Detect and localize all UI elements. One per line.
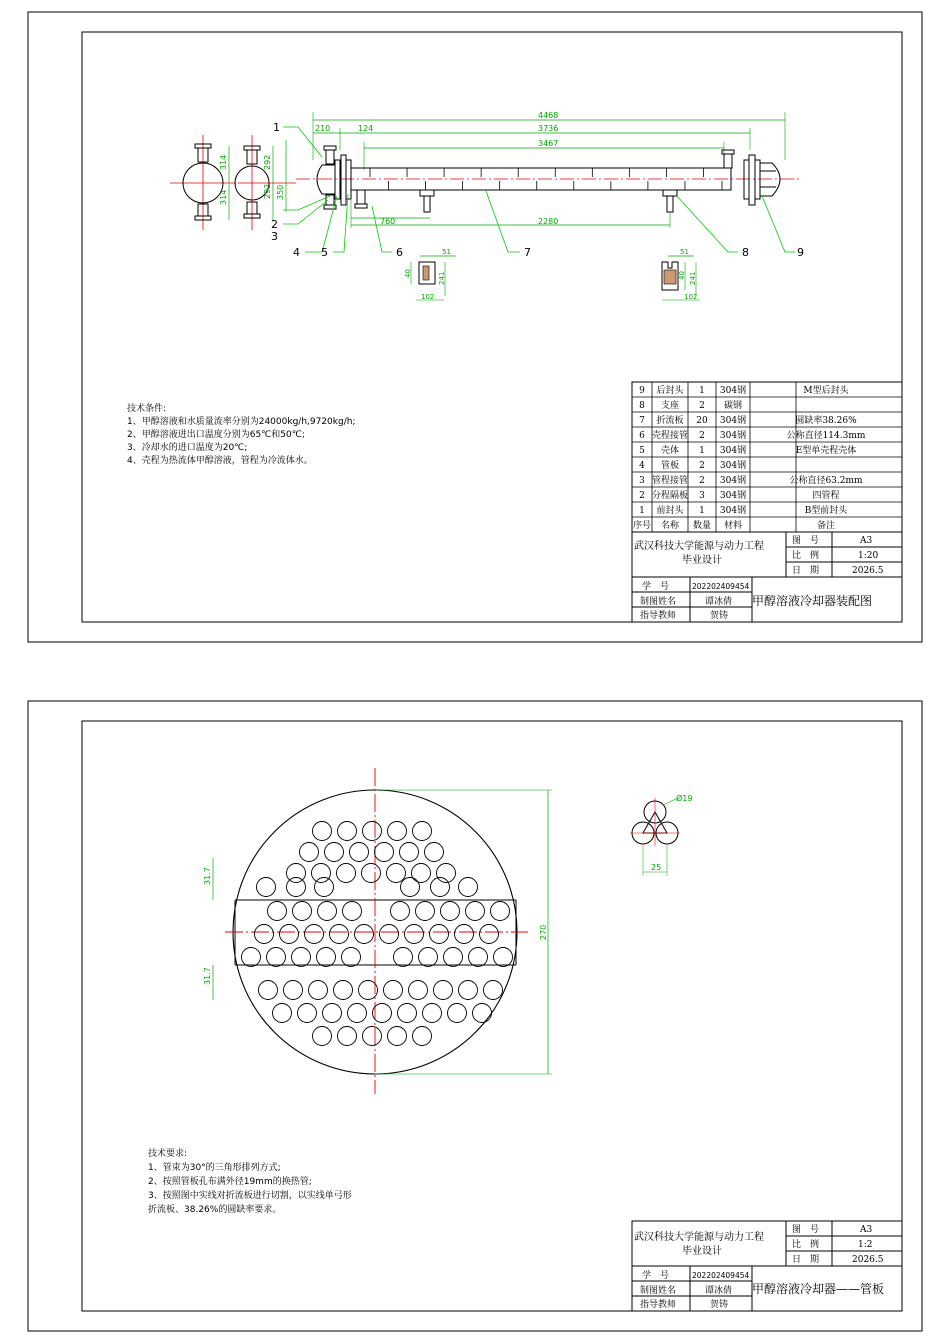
parts-cell-name: 壳体 (660, 446, 680, 456)
parts-cell-qty: 3 (699, 491, 705, 501)
tube-hole (309, 981, 328, 1000)
tube-hole (401, 878, 420, 897)
parts-cell-name: 支座 (660, 401, 680, 411)
parts-cell-mat: 304钢 (719, 446, 747, 456)
support-detail-1 (404, 248, 456, 301)
parts-cell-qty: 1 (699, 506, 705, 516)
parts-cell-no: 3 (639, 476, 645, 486)
tube-hole (334, 981, 353, 1000)
svg-text:指导教师: 指导教师 (640, 611, 677, 621)
tube-hole (293, 902, 312, 921)
tech-line-3: 3、冷却水的进口温度为20℃; (127, 443, 248, 453)
tube-hole (494, 948, 513, 967)
tube-hole (448, 1004, 467, 1023)
parts-cell-mat: 304钢 (719, 461, 747, 471)
tech-line-1: 1、甲醇溶液和水质量流率分别为24000kg/h,9720kg/h; (127, 417, 356, 427)
tube-hole (255, 925, 274, 944)
callout-4: 4 (293, 246, 300, 259)
parts-cell-no: 4 (639, 461, 645, 471)
svg-text:比 例: 比 例 (792, 551, 820, 561)
end-view-left (170, 135, 236, 230)
design-type: 毕业设计 (682, 555, 722, 566)
tube-hole (313, 822, 332, 841)
callout-9: 9 (797, 246, 804, 259)
parts-cell-mat: 304钢 (719, 476, 747, 486)
svg-text:图 号: 图 号 (792, 536, 820, 546)
dim-dia-19: Ø19 (676, 794, 693, 803)
svg-text:51: 51 (442, 248, 451, 256)
svg-text:241: 241 (438, 271, 446, 285)
svg-text:102: 102 (421, 293, 435, 301)
dim-292-a: 292 (263, 154, 272, 170)
parts-cell-qty: 20 (696, 416, 708, 426)
parts-cell-mat: 304钢 (719, 491, 747, 501)
tube-hole (455, 925, 474, 944)
callout-3: 3 (271, 230, 278, 243)
tube-hole (413, 1027, 432, 1046)
tech2-title: 技术要求: (148, 1149, 188, 1159)
tube-hole (416, 902, 435, 921)
tube-hole (480, 925, 499, 944)
svg-text:图 号: 图 号 (792, 1225, 820, 1235)
svg-text:日 期: 日 期 (792, 566, 820, 576)
tube-hole (343, 902, 362, 921)
tube-hole (323, 1004, 342, 1023)
tube-hole (330, 925, 349, 944)
svg-text:1:2: 1:2 (858, 1240, 873, 1250)
parts-cell-name: 后封头 (656, 386, 684, 396)
svg-text:毕业设计: 毕业设计 (682, 1246, 722, 1257)
tube-holes (242, 822, 513, 1046)
sheet1-title-block (632, 532, 902, 622)
svg-text:制图姓名: 制图姓名 (640, 1286, 677, 1296)
dim-760: 760 (380, 217, 396, 226)
svg-text:51: 51 (680, 248, 689, 256)
parts-cell-name: 折流板 (656, 416, 684, 426)
dim-350: 350 (276, 184, 285, 200)
dim-3736: 3736 (538, 124, 559, 133)
parts-cell-qty: 1 (699, 446, 705, 456)
parts-cell-name: 壳程接管 (651, 431, 689, 441)
parts-cell-no: 9 (639, 386, 645, 396)
parts-cell-mat: 304钢 (719, 431, 747, 441)
tube-hole (430, 925, 449, 944)
parts-cell-note: M型后封头 (803, 386, 849, 396)
parts-cell-qty: 数量 (692, 521, 712, 531)
drawing-title-1: 甲醇溶液冷却器装配图 (752, 594, 873, 608)
dim-124: 124 (358, 124, 374, 133)
tube-hole (259, 981, 278, 1000)
parts-cell-name: 名称 (660, 521, 680, 531)
tube-hole (355, 925, 374, 944)
parts-cell-no: 7 (639, 416, 645, 426)
tube-hole (413, 822, 432, 841)
parts-cell-no: 序号 (632, 521, 652, 531)
tube-hole (459, 878, 478, 897)
svg-text:武汉科技大学能源与动力工程: 武汉科技大学能源与动力工程 (634, 1232, 764, 1243)
tube-hole (300, 843, 319, 862)
dim-31-7-b: 31.7 (203, 967, 212, 985)
parts-cell-name: 分程隔板 (651, 491, 689, 501)
tech2-line-3: 3、按照图中实线对折流板进行切割，以实线单弓形 (148, 1191, 352, 1201)
tube-hole (257, 878, 276, 897)
callout-5: 5 (321, 246, 328, 259)
parts-cell-name: 管程接管 (651, 476, 689, 486)
parts-cell-note: E型单壳程壳体 (795, 446, 857, 456)
svg-text:学 号: 学 号 (642, 582, 670, 592)
svg-text:40: 40 (404, 269, 412, 278)
tube-hole (342, 948, 361, 967)
tube-hole (348, 1004, 367, 1023)
tube-hole (284, 981, 303, 1000)
tube-hole (469, 948, 488, 967)
tube-hole (317, 948, 336, 967)
svg-text:学 号: 学 号 (642, 1271, 670, 1281)
parts-cell-qty: 2 (699, 431, 705, 441)
tube-hole (273, 1004, 292, 1023)
tube-hole (267, 948, 286, 967)
svg-text:指导教师: 指导教师 (640, 1300, 677, 1310)
parts-list-table (632, 382, 902, 532)
dim-314-b: 314 (219, 189, 228, 205)
tube-hole (380, 925, 399, 944)
svg-text:2026.5: 2026.5 (852, 1255, 884, 1265)
tube-hole (305, 925, 324, 944)
dim-4468: 4468 (538, 111, 559, 120)
parts-cell-no: 5 (639, 446, 645, 456)
tube-hole (434, 981, 453, 1000)
tech2-line-4: 折流板、38.26%的圆缺率要求。 (148, 1205, 282, 1215)
parts-cell-name: 前封头 (656, 506, 684, 516)
sheet2-tech-notes (148, 1147, 352, 1215)
callout-1: 1 (273, 121, 280, 134)
parts-cell-mat: 材料 (723, 521, 743, 531)
svg-text:2026.5: 2026.5 (852, 566, 884, 576)
tube-hole (337, 864, 356, 883)
svg-text:贺铸: 贺铸 (710, 1300, 729, 1310)
parts-cell-note: 圆缺率38.26% (795, 416, 857, 426)
tube-hole (491, 902, 510, 921)
svg-text:102: 102 (684, 293, 698, 301)
student-id: 202202409454 (692, 582, 750, 591)
tube-hole (292, 948, 311, 967)
tube-hole (362, 864, 381, 883)
tube-hole (444, 948, 463, 967)
tube-hole (287, 878, 306, 897)
parts-cell-note: 四管程 (812, 491, 840, 501)
tube-hole (441, 902, 460, 921)
parts-cell-mat: 304钢 (719, 416, 747, 426)
parts-cell-no: 6 (639, 431, 645, 441)
tube-hole (391, 902, 410, 921)
svg-text:40: 40 (678, 271, 686, 280)
sheet1-tech-notes (127, 402, 355, 466)
svg-text:谭冰倩: 谭冰倩 (705, 1286, 733, 1296)
parts-cell-note: B型前封头 (804, 506, 848, 516)
tube-hole (363, 1027, 382, 1046)
dim-31-7-a: 31.7 (203, 867, 212, 885)
sheet1-inner-frame (82, 32, 902, 622)
parts-cell-no: 1 (639, 506, 645, 516)
tube-hole (384, 981, 403, 1000)
parts-cell-qty: 2 (699, 476, 705, 486)
tech-title: 技术条件: (127, 404, 167, 414)
tube-hole (419, 948, 438, 967)
tech2-line-1: 1、管束为30°的三角形排列方式; (148, 1163, 281, 1173)
svg-text:202202409454: 202202409454 (692, 1271, 750, 1280)
tube-hole (338, 822, 357, 841)
dim-270: 270 (539, 924, 548, 940)
assembly-elevation (296, 111, 800, 228)
tube-hole (409, 981, 428, 1000)
tech-line-2: 2、甲醇溶液进出口温度分别为65℃和50℃; (127, 430, 305, 440)
tech2-line-2: 2、按照管板孔布满外径19mm的换热管; (148, 1177, 312, 1187)
tube-hole (394, 948, 413, 967)
tube-hole (459, 981, 478, 1000)
tube-hole (268, 902, 287, 921)
callout-8: 8 (742, 246, 749, 259)
dim-pitch-25: 25 (651, 863, 662, 872)
tube-hole (425, 843, 444, 862)
parts-cell-note: 公称直径63.2mm (789, 476, 863, 486)
tube-hole (423, 1004, 442, 1023)
parts-cell-note: 公称直径114.3mm (786, 431, 866, 441)
svg-text:日 期: 日 期 (792, 1255, 820, 1265)
tube-hole (312, 864, 331, 883)
dim-2280: 2280 (538, 217, 559, 226)
svg-text:241: 241 (689, 271, 697, 285)
tube-hole (405, 925, 424, 944)
parts-cell-mat: 304钢 (719, 386, 747, 396)
sheet2-inner-frame (82, 721, 902, 1311)
dim-292-b: 292 (263, 183, 272, 199)
drawing-title-2: 甲醇溶液冷却器——管板 (752, 1282, 885, 1296)
tube-hole (466, 902, 485, 921)
tube-hole (412, 864, 431, 883)
tube-hole (338, 1027, 357, 1046)
tube-hole (350, 843, 369, 862)
svg-text:1:20: 1:20 (858, 551, 879, 561)
callout-7: 7 (524, 246, 531, 259)
tube-hole (375, 843, 394, 862)
dim-314-a: 314 (219, 154, 228, 170)
tube-hole (325, 843, 344, 862)
school-name: 武汉科技大学能源与动力工程 (634, 541, 764, 552)
tube-hole (298, 1004, 317, 1023)
parts-cell-mat: 304钢 (719, 506, 747, 516)
svg-text:A3: A3 (860, 536, 873, 546)
drawer-name: 谭冰倩 (705, 597, 733, 607)
end-view-right (235, 135, 296, 230)
parts-cell-qty: 2 (699, 461, 705, 471)
parts-cell-qty: 1 (699, 386, 705, 396)
tube-hole (242, 948, 261, 967)
teacher-name: 贺铸 (710, 611, 729, 621)
tube-hole (387, 864, 406, 883)
parts-cell-no: 2 (639, 491, 645, 501)
tube-hole (280, 925, 299, 944)
tube-hole (484, 981, 503, 1000)
tube-hole (388, 822, 407, 841)
svg-text:制图姓名: 制图姓名 (640, 597, 677, 607)
parts-cell-name: 管板 (660, 461, 680, 471)
tube-hole (315, 878, 334, 897)
callout-6: 6 (396, 246, 403, 259)
parts-cell-qty: 2 (699, 401, 705, 411)
svg-text:A3: A3 (860, 1225, 873, 1235)
callout-2: 2 (271, 218, 278, 231)
tube-hole (318, 902, 337, 921)
tube-hole (473, 1004, 492, 1023)
sheet2-title-block (632, 1221, 902, 1311)
parts-cell-no: 8 (639, 401, 645, 411)
tube-hole (388, 1027, 407, 1046)
parts-cell-mat: 碳钢 (723, 401, 743, 411)
tech-line-4: 4、壳程为热流体甲醇溶液，管程为冷流体水。 (127, 456, 313, 466)
dim-3467: 3467 (538, 139, 559, 148)
tube-hole (363, 822, 382, 841)
tube-hole (398, 1004, 417, 1023)
pitch-detail (630, 793, 692, 876)
tube-hole (313, 1027, 332, 1046)
dim-210: 210 (315, 124, 331, 133)
svg-text:比 例: 比 例 (792, 1240, 820, 1250)
tube-hole (400, 843, 419, 862)
support-detail-2 (662, 248, 700, 301)
parts-cell-note: 备注 (816, 521, 836, 531)
